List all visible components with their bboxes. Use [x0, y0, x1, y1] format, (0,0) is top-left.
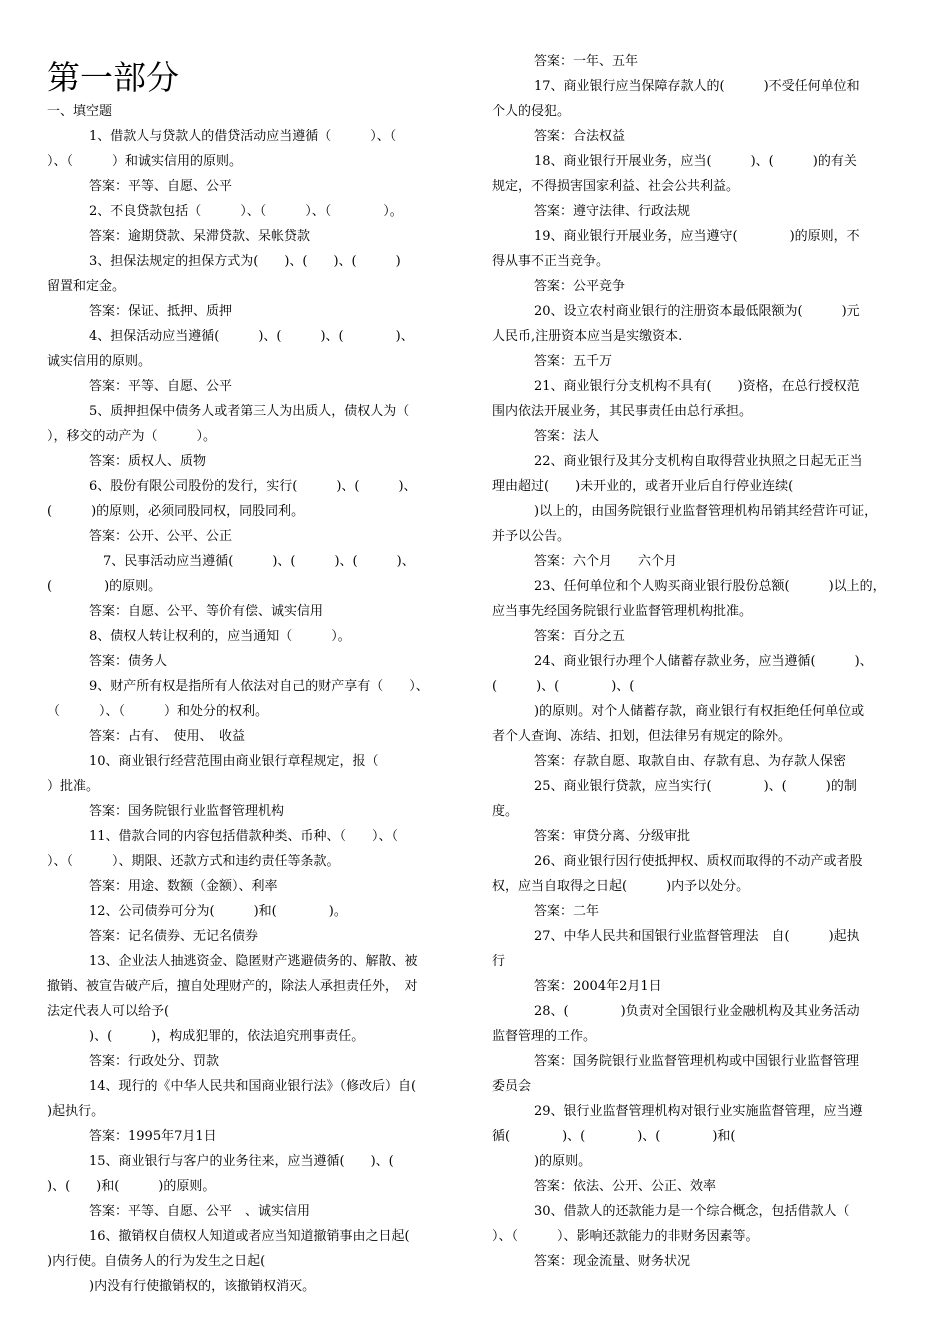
answer-line: 答案：占有、 使用、 收益: [89, 729, 246, 744]
answer-line: 答案：逾期贷款、呆滞贷款、呆帐贷款: [89, 229, 311, 244]
answer-line: 答案：平等、自愿、公平: [89, 379, 233, 394]
answer-line: 答案：1995年7月1日: [89, 1129, 217, 1144]
question-line: 规定，不得损害国家利益、社会公共利益。: [492, 179, 740, 194]
answer-line: 答案：遵守法律、行政法规: [534, 204, 691, 219]
question-line: )起执行。: [47, 1104, 105, 1119]
question-line: 10、商业银行经营范围由商业银行章程规定，报（: [89, 754, 379, 769]
question-line: 6、股份有限公司股份的发行，实行( )、( )、: [89, 479, 417, 494]
question-line: ( )、( )、(: [492, 679, 635, 694]
question-line: 16、撤销权自债权人知道或者应当知道撤销事由之日起(: [89, 1229, 410, 1244]
question-line: 4、担保活动应当遵循( )、( )、( )、: [89, 329, 414, 344]
question-line: 29、银行业监督管理机构对银行业实施监督管理，应当遵: [534, 1104, 863, 1119]
answer-line: 答案：存款自愿、取款自由、存款有息、为存款人保密: [534, 754, 847, 769]
answer-line: 答案：行政处分、罚款: [89, 1054, 220, 1069]
question-line: )、( )，构成犯罪的，依法追究刑事责任。: [89, 1029, 365, 1044]
question-line: 23、任何单位和个人购买商业银行股份总额( )以上的，: [534, 579, 886, 594]
page-title: 第一部分: [47, 58, 179, 97]
answer-line: 答案：公开、公平、公正: [89, 529, 233, 544]
question-line: 19、商业银行开展业务，应当遵守( )的原则，不: [534, 229, 860, 244]
question-line: 18、商业银行开展业务，应当( )、( )的有关: [534, 154, 857, 169]
answer-line: 答案：法人: [534, 429, 600, 444]
answer-line: 答案：一年、五年: [534, 54, 639, 69]
question-line: ）、（ ）和诚实信用的原则。: [47, 154, 243, 169]
answer-line: 答案：二年: [534, 904, 600, 919]
question-line: 委员会: [492, 1079, 532, 1094]
question-line: 应当事先经国务院银行业监督管理机构批准。: [492, 604, 753, 619]
question-line: 监督管理的工作。: [492, 1029, 597, 1044]
answer-line: 答案：依法、公开、公正、效率: [534, 1179, 717, 1194]
section-heading: 一、填空题: [47, 104, 113, 119]
answer-line: 答案：现金流量、财务状况: [534, 1254, 691, 1269]
answer-line: 答案：保证、抵押、质押: [89, 304, 233, 319]
question-line: 并予以公告。: [492, 529, 571, 544]
answer-line: 答案：平等、自愿、公平: [89, 179, 233, 194]
answer-line: 答案：百分之五: [534, 629, 626, 644]
question-line: 21、商业银行分支机构不具有( )资格，在总行授权范: [534, 379, 860, 394]
answer-line: 答案：用途、数额（金额）、利率: [89, 879, 278, 894]
question-line: ）、（ ）、影响还款能力的非财务因素等。: [492, 1229, 759, 1244]
question-line: 7、民事活动应当遵循( )、( )、( )、: [103, 554, 415, 569]
question-line: 围内依法开展业务，其民事责任由总行承担。: [492, 404, 753, 419]
question-line: 20、设立农村商业银行的注册资本最低限额为( )元: [534, 304, 860, 319]
answer-line: 答案：公平竞争: [534, 279, 626, 294]
question-line: 行: [492, 954, 506, 969]
question-line: 理由超过( )未开业的，或者开业后自行停业连续(: [492, 479, 794, 494]
question-line: 3、担保法规定的担保方式为( )、( )、( ): [89, 254, 401, 269]
question-line: 者个人查询、冻结、扣划，但法律另有规定的除外。: [492, 729, 792, 744]
question-line: 14、现行的《中华人民共和国商业银行法》（修改后）自(: [89, 1079, 417, 1094]
question-line: 循( )、( )、( )和(: [492, 1129, 736, 1144]
answer-line: 答案：五千万: [534, 354, 613, 369]
question-line: ）批准。: [47, 779, 100, 794]
question-line: )内行使。自债务人的行为发生之日起(: [47, 1254, 266, 1269]
question-line: 12、公司债券可分为( )和( )。: [89, 904, 347, 919]
question-line: 度。: [492, 804, 519, 819]
answer-line: 答案：质权人、质物: [89, 454, 207, 469]
question-line: 22、商业银行及其分支机构自取得营业执照之日起无正当: [534, 454, 863, 469]
question-line: 人民币,注册资本应当是实缴资本.: [492, 329, 683, 344]
question-line: 8、债权人转让权利的，应当通知（ ）。: [89, 629, 351, 644]
answer-line: 答案：2004年2月1日: [534, 979, 662, 994]
question-line: 27、中华人民共和国银行业监督管理法 自( )起执: [534, 929, 860, 944]
question-line: 法定代表人可以给予(: [47, 1004, 170, 1019]
question-line: 24、商业银行办理个人储蓄存款业务，应当遵循( )、: [534, 654, 873, 669]
question-line: )、( )和( )的原则。: [47, 1179, 216, 1194]
question-line: 25、商业银行贷款，应当实行( )、( )的制: [534, 779, 857, 794]
question-line: 留置和定金。: [47, 279, 126, 294]
question-line: 5、质押担保中债务人或者第三人为出质人，债权人为（: [89, 404, 410, 419]
question-line: 撤销、被宣告破产后，擅自处理财产的，除法人承担责任外， 对: [47, 979, 418, 994]
answer-line: 答案：审贷分离、分级审批: [534, 829, 691, 844]
question-line: 17、商业银行应当保障存款人的( )不受任何单位和: [534, 79, 860, 94]
answer-line: 答案：六个月 六个月: [534, 554, 678, 569]
question-line: 13、企业法人抽逃资金、隐匿财产逃避债务的、解散、被: [89, 954, 418, 969]
question-line: )的原则。: [534, 1154, 592, 1169]
question-line: 1、借款人与贷款人的借贷活动应当遵循（ ）、（: [89, 129, 397, 144]
question-line: 26、商业银行因行使抵押权、质权而取得的不动产或者股: [534, 854, 863, 869]
answer-line: 答案：记名债券、无记名债券: [89, 929, 259, 944]
question-line: 得从事不正当竞争。: [492, 254, 610, 269]
answer-line: 答案：国务院银行业监督管理机构: [89, 804, 285, 819]
question-line: 30、借款人的还款能力是一个综合概念，包括借款人（: [534, 1204, 850, 1219]
answer-line: 答案：债务人: [89, 654, 168, 669]
question-line: （ ）、（ ）和处分的权利。: [47, 704, 269, 719]
question-line: 权，应当自取得之日起( )内予以处分。: [492, 879, 750, 894]
question-line: ( )的原则，必须同股同权，同股同利。: [47, 504, 305, 519]
answer-line: 答案：自愿、公平、等价有偿、诚实信用: [89, 604, 324, 619]
question-line: ），移交的动产为（ ）。: [47, 429, 217, 444]
question-line: 11、借款合同的内容包括借款种类、币种、（ ）、（: [89, 829, 399, 844]
question-line: 15、商业银行与客户的业务往来，应当遵循( )、(: [89, 1154, 394, 1169]
question-line: 2、不良贷款包括（ ）、（ ）、（ ）。: [89, 204, 403, 219]
question-line: ( )的原则。: [47, 579, 162, 594]
question-line: )以上的，由国务院银行业监督管理机构吊销其经营许可证，: [534, 504, 878, 519]
question-line: )内没有行使撤销权的，该撤销权消灭。: [89, 1279, 316, 1294]
answer-line: 答案：国务院银行业监督管理机构或中国银行业监督管理: [534, 1054, 860, 1069]
answer-line: 答案：合法权益: [534, 129, 626, 144]
question-line: ）、（ ）、期限、还款方式和违约责任等条款。: [47, 854, 340, 869]
answer-line: 答案：平等、自愿、公平 、诚实信用: [89, 1204, 311, 1219]
question-line: 28、( )负责对全国银行业金融机构及其业务活动: [534, 1004, 860, 1019]
question-line: 诚实信用的原则。: [47, 354, 152, 369]
question-line: )的原则。对个人储蓄存款，商业银行有权拒绝任何单位或: [534, 704, 865, 719]
question-line: 9、财产所有权是指所有人依法对自己的财产享有（ ）、: [89, 679, 429, 694]
question-line: 个人的侵犯。: [492, 104, 571, 119]
